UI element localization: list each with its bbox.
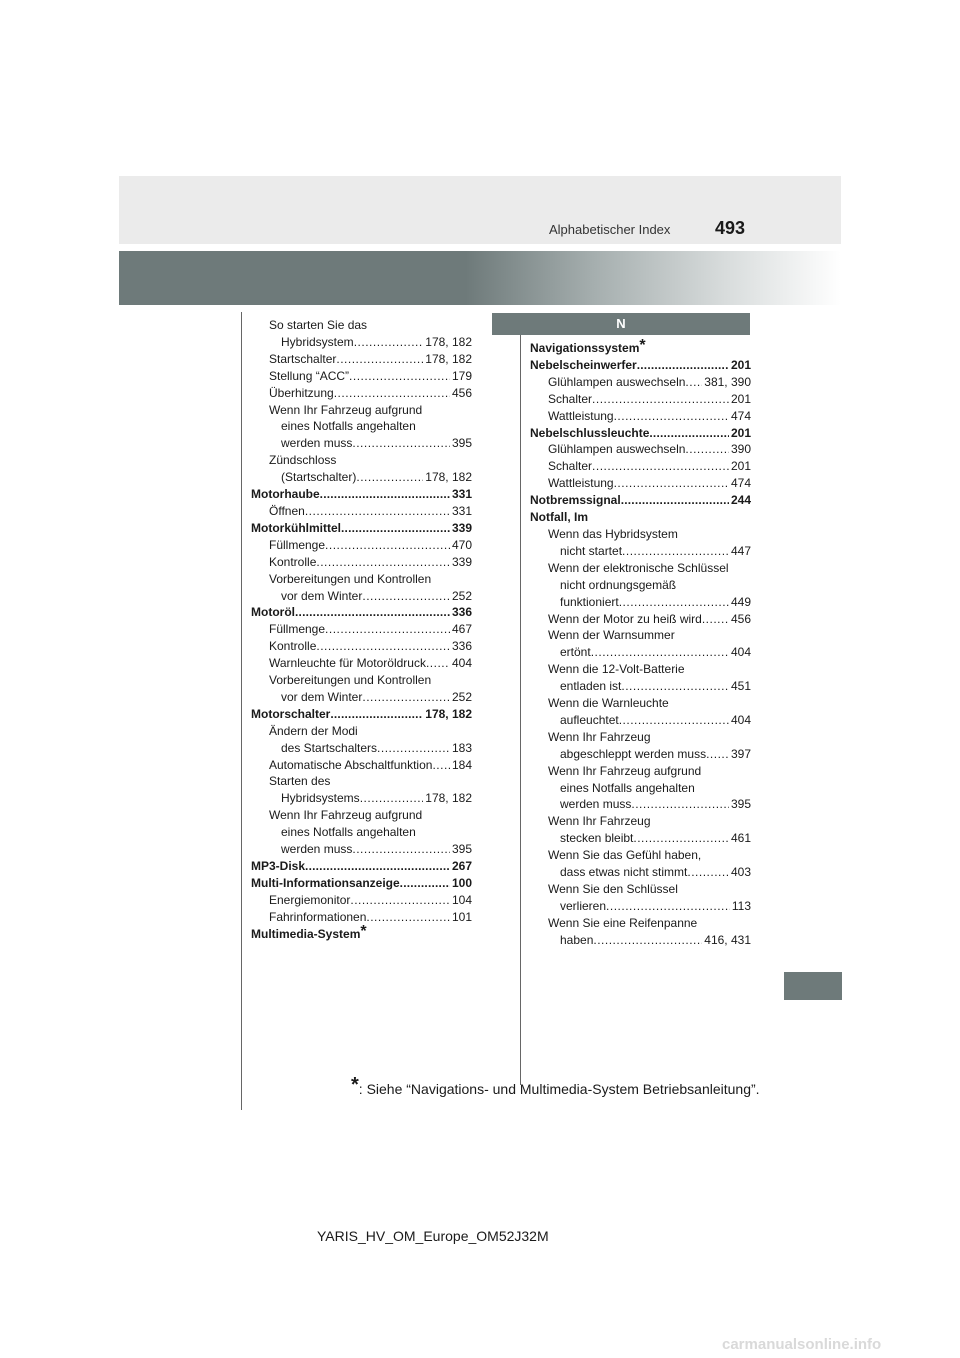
index-entry-term: des Startschalters: [281, 740, 378, 755]
index-entry: [251, 706, 472, 723]
index-entry: [530, 543, 751, 560]
index-subentry-line: Wenn Ihr Fahrzeug: [548, 729, 651, 744]
index-entry-term: (Startschalter): [281, 470, 357, 485]
dot-leader: [637, 357, 729, 374]
index-entry: [530, 712, 751, 729]
dot-leader: [334, 385, 450, 402]
watermark: carmanualsonline.info: [722, 1336, 882, 1353]
dot-leader: [633, 830, 729, 847]
index-subentry-line: Wenn das Hybridsystem: [548, 526, 678, 541]
dot-leader: [631, 796, 729, 813]
index-subentry-line: Wenn Ihr Fahrzeug aufgrund: [269, 808, 423, 823]
index-entry-term: vor dem Winter: [281, 689, 363, 704]
dot-leader: [377, 740, 450, 757]
dot-leader: [352, 841, 450, 858]
index-entry-page: 404: [730, 712, 751, 727]
index-entry: [530, 864, 751, 881]
dot-leader: [352, 435, 450, 452]
index-entry: [251, 638, 472, 655]
index-entry: [251, 554, 472, 571]
page-number: 493: [715, 218, 746, 238]
index-entry: [251, 588, 472, 605]
index-entry-page: 252: [451, 689, 472, 704]
index-entry: [251, 503, 472, 520]
left-column-rule: [241, 312, 242, 1110]
index-entry-page: 178, 182: [425, 334, 472, 349]
dot-leader: [592, 391, 729, 408]
index-entry: [530, 746, 751, 763]
index-entry: [251, 689, 472, 706]
index-entry-page: 404: [451, 656, 472, 671]
dot-leader: [621, 492, 729, 509]
dot-leader: [350, 892, 450, 909]
index-entry: [530, 391, 751, 408]
index-entry-term: Wattleistung: [548, 408, 614, 423]
index-entry-term: Nebelscheinwerfer: [530, 357, 637, 372]
index-entry-page: 397: [730, 746, 751, 761]
index-entry-term: Kontrolle: [269, 639, 317, 654]
index-entry-page: 252: [451, 588, 472, 603]
dot-leader: [592, 458, 729, 475]
index-entry-term: Multi-Informationsanzeige: [251, 875, 400, 890]
index-subentry-line: eines Notfalls angehalten: [560, 780, 695, 795]
index-entry-term: Motorhaube: [251, 487, 320, 502]
index-entry: [530, 374, 751, 391]
index-entry-page: 178, 182: [425, 706, 472, 721]
index-entry: [251, 537, 472, 554]
index-entry-starred: [530, 337, 751, 357]
dot-leader: [702, 611, 729, 628]
index-entry-term: Schalter: [548, 391, 593, 406]
index-entry-term: werden muss: [281, 436, 353, 451]
dot-leader: [316, 554, 450, 571]
index-entry-page: 331: [451, 503, 472, 518]
index-entry-page: 449: [730, 594, 751, 609]
index-entry-page: 178, 182: [425, 470, 472, 485]
index-entry-term: Öffnen: [269, 503, 305, 518]
dot-leader: [362, 689, 450, 706]
footnote: [351, 1074, 760, 1097]
index-entry-page: 184: [451, 757, 472, 772]
index-entry-page: 101: [451, 909, 472, 924]
dot-leader: [619, 712, 729, 729]
index-entry: [251, 486, 472, 503]
index-entry: [251, 858, 472, 875]
index-entry: [251, 604, 472, 621]
index-entry-page: 331: [451, 487, 472, 502]
index-subentry-line: Ändern der Modi: [269, 723, 358, 738]
index-entry: [530, 796, 751, 813]
index-entry: [530, 594, 751, 611]
index-entry-term: Glühlampen auswechseln: [548, 374, 686, 389]
index-entry: [530, 932, 751, 949]
dot-leader: [362, 588, 450, 605]
index-column-right: [530, 337, 751, 949]
index-entry-term: Navigationssystem: [530, 341, 640, 355]
index-subentry-line: Wenn Sie den Schlüssel: [548, 882, 678, 896]
index-entry: [530, 458, 751, 475]
index-entry-page: 456: [451, 385, 472, 400]
footnote-marker: *: [360, 922, 367, 940]
index-entry: [530, 408, 751, 425]
index-entry-term: Warnleuchte für Motoröldruck: [269, 656, 426, 671]
index-entry-term: Motorschalter: [251, 706, 331, 721]
index-entry: [530, 644, 751, 661]
index-entry-page: 451: [730, 679, 751, 694]
index-subentry-line: Wenn der Warnsummer: [548, 628, 675, 643]
dot-leader: [606, 898, 730, 915]
index-column-left: [251, 317, 472, 943]
index-entry-page: 179: [451, 368, 472, 383]
dot-leader: [685, 374, 702, 391]
index-entry-term: Energiemonitor: [269, 892, 351, 907]
dot-leader: [325, 537, 450, 554]
index-entry-term: Stellung “ACC”: [269, 368, 350, 383]
index-entry: [530, 898, 751, 915]
dot-leader: [330, 706, 423, 723]
index-entry-page: 244: [730, 493, 751, 508]
index-entry-term: werden muss: [281, 842, 353, 857]
footnote-text: : Siehe “Navigations- und Multimedia-System Betriebsanleitung”.: [358, 1081, 760, 1097]
index-entry: [251, 385, 472, 402]
index-entry: [251, 790, 472, 807]
index-subentry-line: Wenn Sie das Gefühl haben,: [548, 848, 702, 863]
index-entry-term: funktioniert: [560, 594, 619, 609]
index-subentry-line: Wenn die 12-Volt-Batterie: [548, 662, 685, 677]
dot-leader: [619, 594, 729, 611]
index-entry-page: 404: [730, 645, 751, 660]
index-subentry-line: Vorbereitungen und Kontrollen: [269, 571, 432, 586]
dot-leader: [349, 368, 450, 385]
index-subentry-line: eines Notfalls angehalten: [281, 419, 416, 434]
document-code: YARIS_HV_OM_Europe_OM52J32M: [317, 1228, 549, 1244]
index-subentry-line: Wenn Ihr Fahrzeug: [548, 814, 651, 829]
index-entry-term: Multimedia-System: [251, 926, 361, 941]
footnote-marker: *: [639, 337, 646, 354]
index-entry-term: abgeschleppt werden muss: [560, 746, 707, 761]
index-entry-term: Kontrolle: [269, 554, 317, 569]
index-entry-term: Füllmenge: [269, 622, 326, 637]
index-subentry-line: Wenn die Warnleuchte: [548, 696, 669, 711]
index-entry-page: 336: [451, 605, 472, 620]
dot-leader: [426, 655, 450, 672]
index-entry: [530, 492, 751, 509]
index-entry-page: 403: [730, 865, 751, 880]
index-entry-term: vor dem Winter: [281, 588, 363, 603]
index-entry-term: haben: [560, 932, 594, 947]
index-entry-term: Hybridsystem: [281, 334, 354, 349]
index-entry-term: Startschalter: [269, 351, 337, 366]
index-entry: [251, 368, 472, 385]
index-subentry-line: Wenn Ihr Fahrzeug aufgrund: [269, 402, 423, 417]
index-entry-page: 339: [451, 554, 472, 569]
section-title: Alphabetischer Index: [549, 222, 671, 237]
index-entry-term: dass etwas nicht stimmt: [560, 865, 688, 880]
index-entry-term: Wenn der Motor zu heiß wird: [548, 611, 702, 626]
index-entry-term: stecken bleibt: [560, 831, 634, 846]
dot-leader: [305, 503, 450, 520]
index-entry-page: 104: [451, 892, 472, 907]
index-entry-term: Fahrinformationen: [269, 909, 367, 924]
dot-leader: [614, 475, 729, 492]
header-gradient-bar: [119, 251, 841, 305]
index-entry-page: 381, 390: [704, 374, 751, 389]
index-entry-page: 390: [730, 442, 751, 457]
footnote-star: *: [351, 1074, 359, 1096]
index-entry-page: 447: [730, 543, 751, 558]
index-entry-page: 100: [451, 875, 472, 890]
index-entry-starred: [251, 922, 472, 943]
index-entry: [251, 892, 472, 909]
index-entry-term: Füllmenge: [269, 537, 326, 552]
dot-leader: [356, 469, 423, 486]
index-entry-term: ertönt: [560, 645, 591, 660]
index-subentry-line: Vorbereitungen und Kontrollen: [269, 673, 432, 688]
index-entry-term: Automatische Abschaltfunktion: [269, 757, 433, 772]
index-entry: [530, 425, 751, 442]
index-entry-term: Notbremssignal: [530, 493, 621, 508]
index-entry: [251, 520, 472, 537]
index-entry-term: Motoröl: [251, 605, 295, 620]
dot-leader: [400, 875, 450, 892]
index-heading: Notfall, Im: [530, 510, 589, 525]
index-entry: [530, 441, 751, 458]
index-subentry-line: Starten des: [269, 774, 331, 789]
dot-leader: [354, 334, 424, 351]
index-entry-page: 474: [730, 476, 751, 491]
index-entry-page: 474: [730, 408, 751, 423]
index-side-tab: [784, 972, 842, 1000]
index-subentry-line: nicht ordnungsgemäß: [560, 577, 677, 592]
index-entry: [530, 357, 751, 374]
dot-leader: [316, 638, 450, 655]
index-entry-page: 201: [730, 425, 751, 440]
index-entry-page: 395: [451, 842, 472, 857]
index-entry-page: 416, 431: [704, 932, 751, 947]
index-entry-page: 113: [731, 898, 751, 913]
index-entry-term: nicht startet: [560, 543, 623, 558]
dot-leader: [649, 425, 729, 442]
index-subentry-line: Wenn der elektronische Schlüssel: [548, 560, 729, 575]
index-entry-term: entladen ist: [560, 679, 622, 694]
dot-leader: [593, 932, 702, 949]
index-entry: [251, 435, 472, 452]
dot-leader: [320, 486, 450, 503]
index-entry-page: 461: [730, 831, 751, 846]
index-entry-page: 456: [730, 611, 751, 626]
dot-leader: [295, 604, 450, 621]
column-divider: [520, 330, 521, 1085]
index-entry: [530, 830, 751, 847]
index-entry-term: Nebelschlussleuchte: [530, 425, 650, 440]
index-subentry-line: Wenn Ihr Fahrzeug aufgrund: [548, 763, 702, 778]
dot-leader: [366, 909, 450, 926]
index-entry-term: werden muss: [560, 797, 632, 812]
index-entry-page: 470: [451, 537, 472, 552]
dot-leader: [621, 678, 729, 695]
index-entry: [251, 655, 472, 672]
index-entry: [251, 875, 472, 892]
dot-leader: [622, 543, 729, 560]
index-entry-term: Schalter: [548, 459, 593, 474]
dot-leader: [360, 790, 424, 807]
index-entry: [251, 740, 472, 757]
dot-leader: [591, 644, 729, 661]
index-entry-page: 395: [730, 797, 751, 812]
index-entry: [251, 841, 472, 858]
index-entry-term: Hybridsystems: [281, 791, 360, 806]
index-entry: [251, 334, 472, 351]
index-entry: [530, 475, 751, 492]
index-entry-page: 201: [730, 391, 751, 406]
index-entry: [530, 611, 751, 628]
dot-leader: [432, 757, 450, 774]
index-subentry-line: Wenn Sie eine Reifenpanne: [548, 915, 698, 930]
index-entry-term: Überhitzung: [269, 385, 334, 400]
dot-leader: [341, 520, 450, 537]
index-entry: [251, 469, 472, 486]
index-entry-page: 178, 182: [425, 791, 472, 806]
index-entry-page: 178, 182: [425, 351, 472, 366]
dot-leader: [685, 441, 729, 458]
dot-leader: [614, 408, 729, 425]
index-entry: [530, 678, 751, 695]
index-entry-page: 183: [451, 740, 472, 755]
dot-leader: [336, 351, 423, 368]
index-entry-page: 339: [451, 520, 472, 535]
index-entry-term: Glühlampen auswechseln: [548, 442, 686, 457]
index-entry: [251, 621, 472, 638]
index-entry-page: 201: [730, 459, 751, 474]
dot-leader: [325, 621, 450, 638]
index-entry: [251, 351, 472, 368]
index-entry-page: 467: [451, 622, 472, 637]
dot-leader: [687, 864, 729, 881]
index-entry-page: 336: [451, 639, 472, 654]
index-subentry-line: eines Notfalls angehalten: [281, 825, 416, 840]
index-entry-page: 267: [451, 859, 472, 873]
index-entry-term: MP3-Disk: [251, 859, 306, 873]
index-entry-term: Motorkühlmittel: [251, 520, 341, 535]
index-subentry-line: So starten Sie das: [269, 318, 368, 332]
index-entry-term: aufleuchtet: [560, 712, 619, 727]
index-entry-term: Wattleistung: [548, 476, 614, 491]
index-subentry-line: Zündschloss: [269, 453, 337, 468]
dot-leader: [706, 746, 729, 763]
index-entry-term: verlieren: [560, 898, 607, 913]
index-entry-page: 395: [451, 436, 472, 451]
dot-leader: [305, 858, 450, 875]
letter-heading-n: N: [492, 313, 750, 335]
index-entry: [251, 757, 472, 774]
index-entry-page: 201: [730, 357, 751, 372]
